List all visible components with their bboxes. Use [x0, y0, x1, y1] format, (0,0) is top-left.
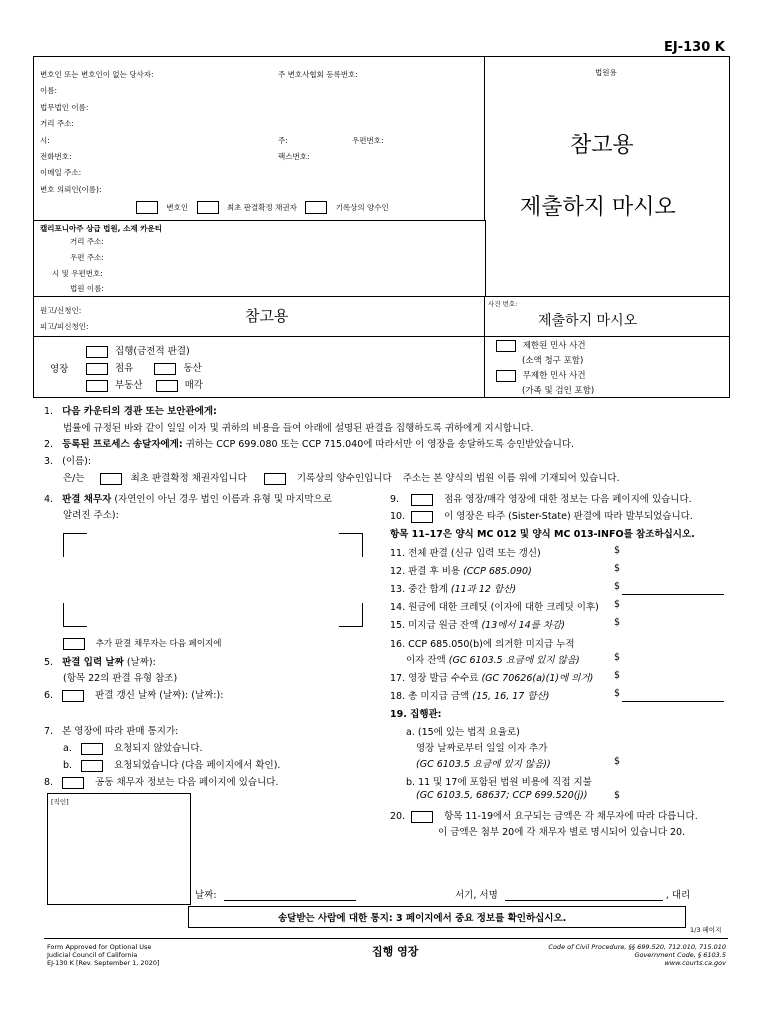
clerk-signature-field[interactable] [505, 890, 663, 901]
item-9-text: 점유 영장/매각 영장에 대한 정보는 다음 페이지에 있습니다. [444, 494, 692, 505]
item-9-checkbox[interactable] [411, 494, 433, 506]
item-7a-text: 요청되지 않았습니다. [113, 743, 203, 754]
item-19a-3: (GC 6103.5 요금에 있지 않음)) [416, 759, 551, 770]
item-3 [44, 453, 91, 467]
item-19b-1: b. 11 및 17에 포함된 법원 비용에 직접 지불 [406, 777, 592, 788]
sale-checkbox[interactable] [156, 380, 178, 392]
item-18-amount-line[interactable] [622, 701, 724, 702]
item-6-text: 판결 갱신 날짜 (날짜): (날짜:): [95, 690, 224, 701]
additional-debtors-row [63, 637, 221, 650]
court-mail-label[interactable]: 우편 주소: [70, 253, 104, 262]
watermark-do-not-file: 제출하지 마시오 [520, 195, 676, 220]
item-19a-1: a. (15에 있는 법적 요율로) [406, 727, 520, 738]
item-15-ref: (13에서 14를 차감) [481, 620, 565, 631]
item-20-number: 20. [390, 811, 406, 822]
item-3-number: 3. [44, 456, 54, 467]
creditor-checkbox[interactable] [197, 201, 219, 214]
item-6-checkbox[interactable] [62, 690, 84, 702]
item-6-number: 6. [44, 690, 54, 701]
item-18-label [390, 688, 549, 702]
firm-label[interactable]: 법무법인 이름: [40, 103, 89, 112]
item-8 [44, 774, 278, 789]
item-7b-letter: b. [63, 760, 73, 771]
clerk-row [455, 887, 690, 901]
item-15-label [390, 617, 565, 631]
real-property-label: 부동산 [115, 380, 143, 391]
court-use-label: 법원용 [595, 68, 617, 77]
fax-label[interactable]: 팩스번호: [278, 152, 310, 161]
item-16-ref: (GC 6103.5 요금에 있지 않음) [448, 655, 580, 666]
possession-checkbox[interactable] [86, 363, 108, 375]
item-3-is-label: 은/는 [63, 473, 85, 484]
unlimited-civil-sub: (가족 및 검인 포함) [522, 386, 595, 396]
court-street-label[interactable]: 거리 주소: [70, 237, 104, 246]
item-19b-2: (GC 6103.5, 68637; CCP 699.520(j)) [416, 790, 588, 801]
role-options [136, 201, 389, 214]
footer-divider [44, 938, 728, 939]
attorney-label: 변호인 또는 변호인이 없는 당사자: [40, 70, 154, 79]
item-7b-text: 요청되었습니다 (다음 페이지에서 확인). [114, 760, 281, 771]
item-4-title: 판결 채무자 [62, 494, 112, 505]
item-2 [44, 436, 574, 450]
limited-civil-label: 제한된 민사 사건 [522, 341, 586, 351]
sale-label: 매각 [184, 380, 203, 391]
state-label[interactable]: 주: [278, 136, 288, 145]
item-9 [390, 491, 692, 506]
item-16-dollar: $ [614, 652, 621, 663]
possession-label: 점유 [115, 363, 134, 374]
street-label[interactable]: 거리 주소: [40, 119, 74, 128]
item-19a-2: 영장 날짜로부터 일일 이자 추가 [416, 743, 548, 754]
item-1-text: 법률에 규정된 바와 같이 일일 이자 및 귀하의 비용을 들여 아래에 설명된 판결을 집행하도록 귀하에게 지시합니다. [63, 423, 534, 434]
items-11-17-note: 항목 11–17은 양식 MC 012 및 양식 MC 013-INFO를 참조하십시오. [390, 529, 695, 540]
item-6 [44, 687, 223, 702]
item-3-assignee-label: 기록상의 양수인입니다 [296, 473, 392, 484]
item-5-number: 5. [44, 657, 54, 668]
item-12-dollar: $ [614, 563, 621, 574]
item-17-ref: (GC 70626(a)(1)에 의거) [481, 673, 594, 684]
execution-label: 집행(금전적 판결) [115, 346, 190, 357]
assignee-option-label: 기록상의 양수인 [335, 202, 389, 212]
court-title: 캘리포니아주 상급 법원, 소재 카운티 [40, 224, 162, 233]
item-8-number: 8. [44, 777, 54, 788]
real-property-checkbox[interactable] [86, 380, 108, 392]
item-18-dollar: $ [614, 688, 621, 699]
item-4-text-2: 알려진 주소): [63, 510, 119, 521]
phone-label[interactable]: 전화번호: [40, 152, 72, 161]
item-11-label: 11. 전체 판결 (신규 입력 또는 갱신) [390, 548, 541, 559]
item-16-label-1: 16. CCP 685.050(b)에 의거한 미지급 누적 [390, 639, 575, 650]
limited-civil-row [496, 339, 586, 352]
item-7b [63, 757, 280, 772]
attorney-checkbox[interactable] [136, 201, 158, 214]
item-16-text: 이자 잔액 [406, 655, 446, 666]
item-2-number: 2. [44, 439, 54, 450]
item-10 [390, 508, 693, 523]
unlimited-civil-checkbox[interactable] [496, 370, 516, 382]
item-20-text-2: 이 금액은 첨부 20에 각 채무자 별로 명시되어 있습니다 20. [438, 827, 686, 838]
item-20-text-1: 항목 11-19에서 요구되는 금액은 각 채무자에 따라 다릅니다. [444, 811, 698, 822]
item-13-label [390, 581, 516, 595]
item-19a-dollar: $ [614, 756, 621, 767]
writ-real-row [86, 377, 203, 392]
assignee-checkbox[interactable] [305, 201, 327, 214]
personal-property-checkbox[interactable] [154, 363, 176, 375]
item-13-amount-line[interactable] [622, 594, 724, 595]
additional-debtors-checkbox[interactable] [63, 638, 85, 650]
item-7b-checkbox[interactable] [81, 760, 103, 772]
item-15-text: 15. 미지급 원금 잔액 [390, 620, 479, 631]
item-17-dollar: $ [614, 670, 621, 681]
item-19b-dollar: $ [614, 790, 621, 801]
deputy-label: , 대리 [665, 890, 691, 901]
item-7a-letter: a. [63, 743, 72, 754]
item-7 [44, 723, 178, 737]
footer-left-2: Judicial Council of California [47, 951, 138, 959]
case-number-label[interactable]: 사건 번호: [488, 300, 518, 308]
date-row [195, 887, 356, 901]
writ-execution-row [86, 343, 190, 358]
item-1-number: 1. [44, 406, 54, 417]
zip-label[interactable]: 우편번호: [352, 136, 384, 145]
court-branch-label[interactable]: 법원 이름: [70, 284, 104, 293]
limited-civil-checkbox[interactable] [496, 340, 516, 352]
writ-label: 영장 [50, 364, 69, 375]
notice-text: 송달받는 사람에 대한 통지: 3 페이지에서 중요 정보를 확인하십시오. [278, 913, 567, 924]
item-2-title: 등록된 프로세스 송달자에게: [62, 439, 183, 450]
footer-right-3: www.courts.ca.gov [664, 959, 726, 967]
seal-label: [직인] [51, 798, 69, 806]
date-label: 날짜: [195, 890, 217, 901]
item-12-ref: (CCP 685.090) [463, 566, 532, 577]
item-17-label [390, 670, 593, 684]
attorney-option-label: 변호인 [166, 202, 189, 212]
item-10-number: 10. [390, 511, 406, 522]
watermark-reference: 참고용 [570, 133, 634, 158]
item-10-checkbox[interactable] [411, 511, 433, 523]
item-4 [44, 491, 332, 505]
item-13-text: 13. 중간 합계 [390, 584, 448, 595]
personal-property-label: 동산 [183, 363, 202, 374]
item-14-dollar: $ [614, 599, 621, 610]
item-11-dollar: $ [614, 545, 621, 556]
case-watermark: 제출하지 마시오 [538, 313, 638, 329]
item-3-options [63, 470, 620, 485]
footer-left-1: Form Approved for Optional Use [47, 943, 152, 951]
page-number: 1/3 페이지 [690, 926, 722, 934]
footer-left-3: EJ-130 K [Rev. September 1, 2020] [47, 959, 160, 967]
item-19-label: 19. 집행관: [390, 709, 442, 720]
city-label[interactable]: 시: [40, 136, 50, 145]
court-use-box [484, 56, 730, 298]
item-4-text-1: (자연인이 아닌 경우 법인 이름과 유형 및 마지막으로 [114, 494, 332, 505]
footer-right-2: Government Code, § 6103.5 [634, 951, 726, 959]
item-16-label-2 [406, 652, 580, 666]
item-14-label: 14. 원금에 대한 크레딧 (이자에 대한 크레딧 이후) [390, 602, 599, 613]
form-id: EJ-130 K [664, 40, 725, 55]
item-10-text: 이 영장은 타주 (Sister-State) 판결에 따라 발부되었습니다. [444, 511, 693, 522]
item-3-creditor-checkbox[interactable] [100, 473, 122, 485]
item-5-text: (날짜): [126, 657, 156, 668]
item-12-text: 12. 판결 후 비용 [390, 566, 461, 577]
item-3-title: (이름): [62, 456, 92, 467]
item-7a-checkbox[interactable] [81, 743, 103, 755]
item-20 [390, 808, 698, 823]
item-7a [63, 740, 203, 755]
item-9-number: 9. [390, 494, 400, 505]
court-cityzip-label[interactable]: 시 및 우편번호: [52, 269, 103, 278]
item-7-text: 본 영장에 따라 판매 통지가: [62, 726, 179, 737]
item-8-text: 공동 채무자 정보는 다음 페이지에 있습니다. [95, 777, 279, 788]
item-4-number: 4. [44, 494, 54, 505]
item-1 [44, 403, 217, 417]
item-18-ref: (15, 16, 17 합산) [472, 691, 550, 702]
item-13-dollar: $ [614, 581, 621, 592]
footer-right [548, 943, 726, 967]
item-15-dollar: $ [614, 617, 621, 628]
item-7-number: 7. [44, 726, 54, 737]
date-field[interactable] [224, 890, 356, 901]
seal-box [47, 793, 191, 905]
item-5-title: 판결 입력 날짜 [62, 657, 124, 668]
item-12-label [390, 563, 532, 577]
item-3-assignee-checkbox[interactable] [264, 473, 286, 485]
item-1-title: 다음 카운티의 경관 또는 보안관에게: [62, 406, 217, 417]
item-20-checkbox[interactable] [411, 811, 433, 823]
bar-number-label: 주 변호사협회 등록번호: [278, 70, 358, 79]
defendant-label[interactable]: 피고/피신청인: [40, 322, 89, 331]
item-3-address-note: 주소는 본 양식의 법원 이름 위에 기재되어 있습니다. [402, 473, 620, 484]
limited-civil-sub: (소액 청구 포함) [522, 356, 584, 366]
item-17-text: 17. 영장 발급 수수료 [390, 673, 479, 684]
unlimited-civil-row [496, 369, 586, 382]
client-label[interactable]: 변호 의뢰인(이름): [40, 185, 102, 194]
item-5 [44, 654, 156, 668]
additional-debtors-label: 추가 판결 채무자는 다음 페이지에 [95, 639, 222, 649]
plaintiff-label[interactable]: 원고/신청인: [40, 306, 82, 315]
execution-checkbox[interactable] [86, 346, 108, 358]
item-2-text: 귀하는 CCP 699.080 또는 CCP 715.040에 따라서만 이 영장을 송달하도록 승인받았습니다. [185, 439, 575, 450]
debtor-address-area[interactable] [63, 533, 363, 627]
item-8-checkbox[interactable] [62, 777, 84, 789]
email-label[interactable]: 이메일 주소: [40, 168, 82, 177]
unlimited-civil-label: 무제한 민사 사건 [522, 371, 586, 381]
creditor-option-label: 최초 판결확정 채권자 [226, 202, 297, 212]
writ-possession-row [86, 360, 202, 375]
parties-watermark: 참고용 [245, 307, 289, 325]
footer-title: 집행 영장 [372, 945, 419, 958]
name-label[interactable]: 이름: [40, 86, 58, 95]
attorney-box [33, 56, 486, 222]
item-5-sub: (항목 22의 판결 유형 참조) [63, 673, 178, 684]
item-18-text: 18. 총 미지급 금액 [390, 691, 470, 702]
clerk-label: 서기, 서명 [455, 890, 498, 901]
footer-left [47, 943, 160, 967]
item-13-ref: (11과 12 합산) [450, 584, 517, 595]
item-3-creditor-label: 최초 판결확정 채권자입니다 [130, 473, 247, 484]
footer-right-1: Code of Civil Procedure, §§ 699.520, 712.010, 715.010 [548, 943, 726, 951]
